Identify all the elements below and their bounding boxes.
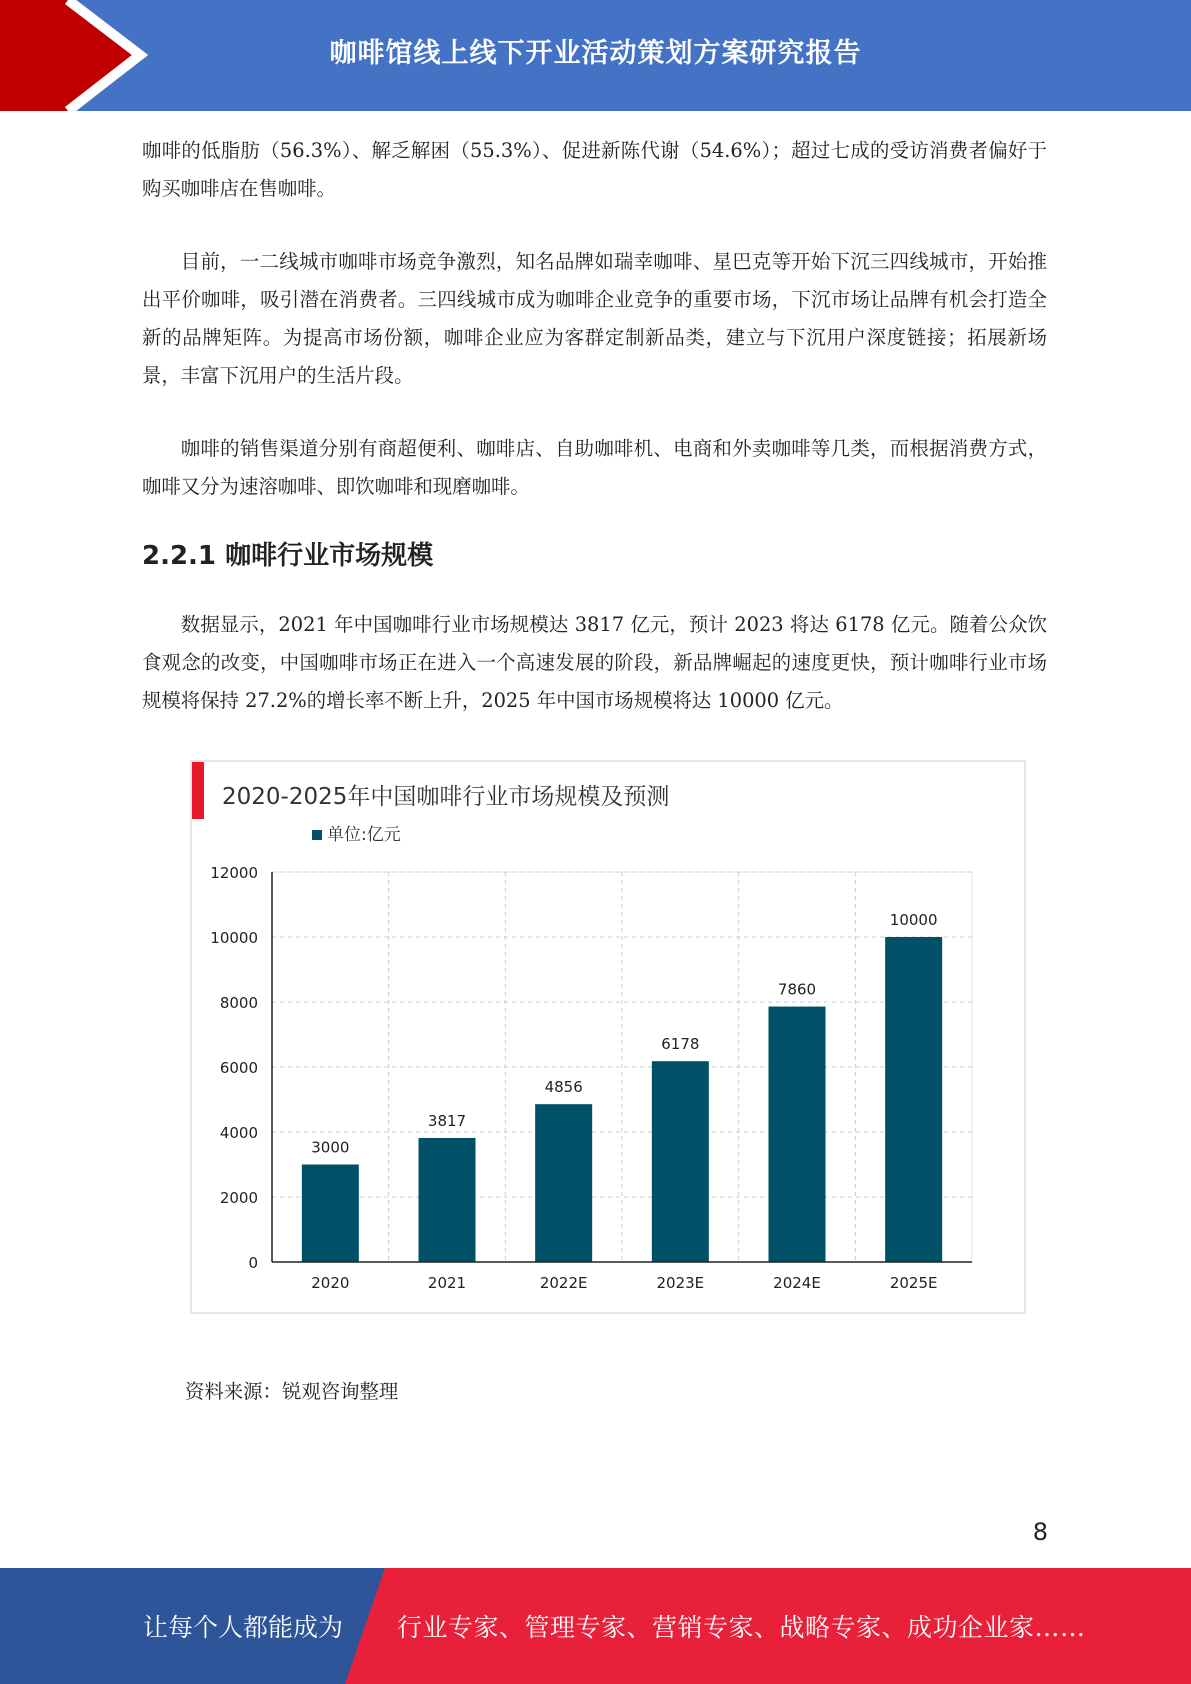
data-label-2020: 3000 <box>311 1138 350 1157</box>
x-tick-label: 2022E <box>539 1274 588 1292</box>
legend-swatch <box>312 830 322 840</box>
paragraph-3: 咖啡的销售渠道分别有商超便利、咖啡店、自助咖啡机、电商和外卖咖啡等几类，而根据消费方式，咖啡又分为速溶咖啡、即饮咖啡和现磨咖啡。 <box>142 437 1047 498</box>
data-label-2024E: 7860 <box>777 980 817 999</box>
y-tick-label: 2000 <box>219 1189 258 1207</box>
x-tick-label: 2024E <box>773 1274 821 1292</box>
x-tick-label: 2025E <box>889 1274 938 1292</box>
paragraph-1: 咖啡的低脂肪（56.3%）、解乏解困（55.3%）、促进新陈代谢（54.6%）；超过七成的受访消费者偏好于购买咖啡店在售咖啡。 <box>142 139 1047 200</box>
x-tick-label: 2020 <box>311 1274 350 1292</box>
main-content <box>142 132 1047 720</box>
x-tick-label: 2023E <box>656 1274 705 1292</box>
source-note: 资料来源：锐观咨询整理 <box>185 1380 399 1403</box>
footer-slogan-left: 让每个人都能成为 <box>143 1613 344 1642</box>
footer-slogan-right: 行业专家、管理专家、营销专家、战略专家、成功企业家…… <box>397 1613 1086 1642</box>
bar-2025E <box>885 937 942 1262</box>
y-tick-label: 12000 <box>210 864 258 882</box>
data-label-2023E: 6178 <box>661 1035 700 1054</box>
page-footer <box>0 1568 1191 1684</box>
chart-title: 2020-2025年中国咖啡行业市场规模及预测 <box>222 784 670 810</box>
paragraph-2: 目前，一二线城市咖啡市场竞争激烈，知名品牌如瑞幸咖啡、星巴克等开始下沉三四线城市，开始推出平价咖啡，吸引潜在消费者。三四线城市成为咖啡企业竞争的重要市场，下沉市场让品牌有机会打造全新的品牌矩阵。为提高市场份额，咖啡企业应为客群定制新品类，建立与下沉用户深度链接；拓展新场景，丰富下沉用户的生活片段。 <box>142 250 1047 387</box>
paragraph-4: 数据显示，2021 年中国咖啡行业市场规模达 3817 亿元，预计 2023 将达 6178 亿元。随着公众饮食观念的改变，中国咖啡市场正在进入一个高速发展的阶段，新品牌崛起的速度更快，预计咖啡行业市场规模将保持 27.2%的增长率不断上升，2025 年中国市场规模将达 10000 亿元。 <box>142 613 1047 712</box>
data-label-2022E: 4856 <box>544 1078 583 1097</box>
y-tick-label: 0 <box>248 1254 258 1272</box>
data-label-2021: 3817 <box>427 1111 467 1130</box>
bar-2021 <box>419 1138 476 1262</box>
section-heading: 2.2.1 咖啡行业市场规模 <box>142 541 434 571</box>
chart-container <box>190 760 1026 1314</box>
bar-2020 <box>302 1165 359 1263</box>
y-tick-label: 10000 <box>210 929 258 947</box>
bar-2024E <box>769 1007 826 1262</box>
page-header <box>0 0 1191 111</box>
bar-2022E <box>535 1104 592 1262</box>
data-label-2025E: 10000 <box>889 911 938 929</box>
page-number: 8 <box>1032 1518 1048 1546</box>
chart-accent-bar <box>192 762 204 819</box>
x-tick-label: 2021 <box>427 1274 467 1292</box>
y-tick-label: 6000 <box>219 1059 258 1077</box>
bar-2023E <box>652 1061 709 1262</box>
legend-label: 单位:亿元 <box>327 825 401 845</box>
bar-chart <box>192 762 1024 1312</box>
header-title: 咖啡馆线上线下开业活动策划方案研究报告 <box>329 37 862 69</box>
y-tick-label: 4000 <box>219 1124 258 1142</box>
y-tick-label: 8000 <box>219 994 258 1012</box>
